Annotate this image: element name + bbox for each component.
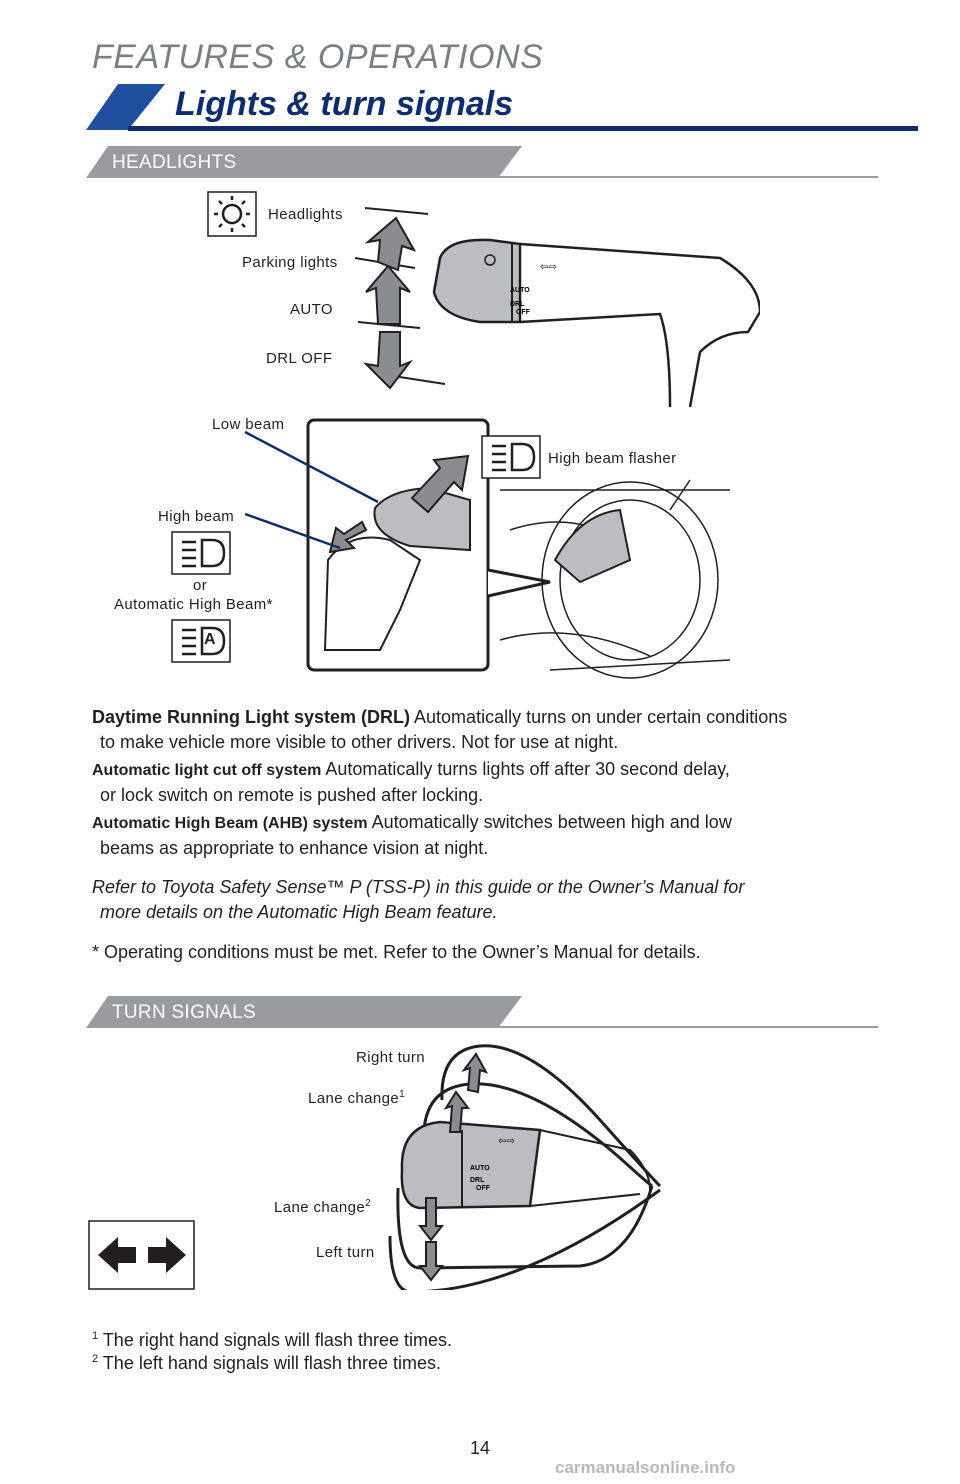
footnote-1: $^1$ The right hand signals will flash three times. [92,1330,452,1350]
label-lane-change-1: Lane change$^1$ [308,1089,406,1107]
tss-reference-note [92,875,922,925]
ahb-letter-text: A [204,631,216,648]
ts-stalk-auto-mark: AUTO [470,1165,490,1172]
ahb-paragraph [92,810,922,861]
label-headlights: Headlights [268,206,343,223]
label-high-beam-flasher: High beam flasher [548,450,677,467]
drl-paragraph [92,705,922,755]
stalk-off-mark: OFF [516,309,530,316]
stalk-drl-mark: DRL [510,301,525,308]
label-drl-off: DRL OFF [266,350,333,367]
label-low-beam: Low beam [212,416,285,433]
watermark: carmanualsonline.info [555,1458,736,1477]
label-parking-lights: Parking lights [242,254,338,271]
stalk-turn-arrows: ⇦⇨ [540,262,557,273]
label-automatic-high-beam: Automatic High Beam* [114,596,273,613]
headlight-on-icon [208,192,256,236]
footnote-2: $^2$ The left hand signals will flash three times. [92,1353,441,1373]
label-high-beam: High beam [158,508,235,525]
section-title: FEATURES & OPERATIONS [92,38,544,76]
ts-stalk-drl-mark: DRL [470,1177,485,1184]
refer-line-1: Refer to Toyota Safety Sense™ P (TSS-P) in this guide or the Owner’s Manual for [92,877,745,897]
turn-signals-heading: TURN SIGNALS [112,1002,257,1023]
drl-text-2: to make vehicle more visible to other drivers. Not for use at night. [100,732,619,752]
headlights-heading: HEADLIGHTS [112,152,237,173]
turn-signal-indicator-icon [88,1220,196,1290]
ts-stalk-off-mark: OFF [476,1185,490,1192]
high-beam-flasher-icon [482,436,540,478]
cutoff-text: Automatically turns lights off after 30 second delay, [325,759,730,779]
label-lane-change-2: Lane change$^2$ [274,1198,372,1216]
ahb-text: Automatically switches between high and low [371,812,732,832]
ts-stalk-turn-arrows: ⇦⇨ [498,1136,515,1147]
stalk-auto-mark: AUTO [510,287,530,294]
automatic-high-beam-icon [172,620,230,662]
page-number: 14 [469,1438,491,1458]
drl-title: Daytime Running Light system (DRL) [92,707,411,727]
turn-signal-diagram [380,1040,700,1290]
label-right-turn: Right turn [356,1049,426,1066]
cutoff-text-2: or lock switch on remote is pushed after locking. [100,785,484,805]
cutoff-title: Automatic light cut off system [92,762,322,779]
page-title: Lights & turn signals [175,85,514,123]
label-left-turn: Left turn [316,1244,375,1261]
cutoff-paragraph [92,757,922,808]
ahb-text-2: beams as appropriate to enhance vision at night. [100,838,489,858]
asterisk-note: * Operating conditions must be met. Refer to the Owner’s Manual for details. [92,942,701,962]
label-auto: AUTO [290,301,333,318]
label-or: or [193,577,208,594]
high-beam-icon [172,532,230,574]
refer-line-2: more details on the Automatic High Beam feature. [100,902,498,922]
ahb-title: Automatic High Beam (AHB) system [92,815,368,832]
drl-text: Automatically turns on under certain conditions [414,707,788,727]
